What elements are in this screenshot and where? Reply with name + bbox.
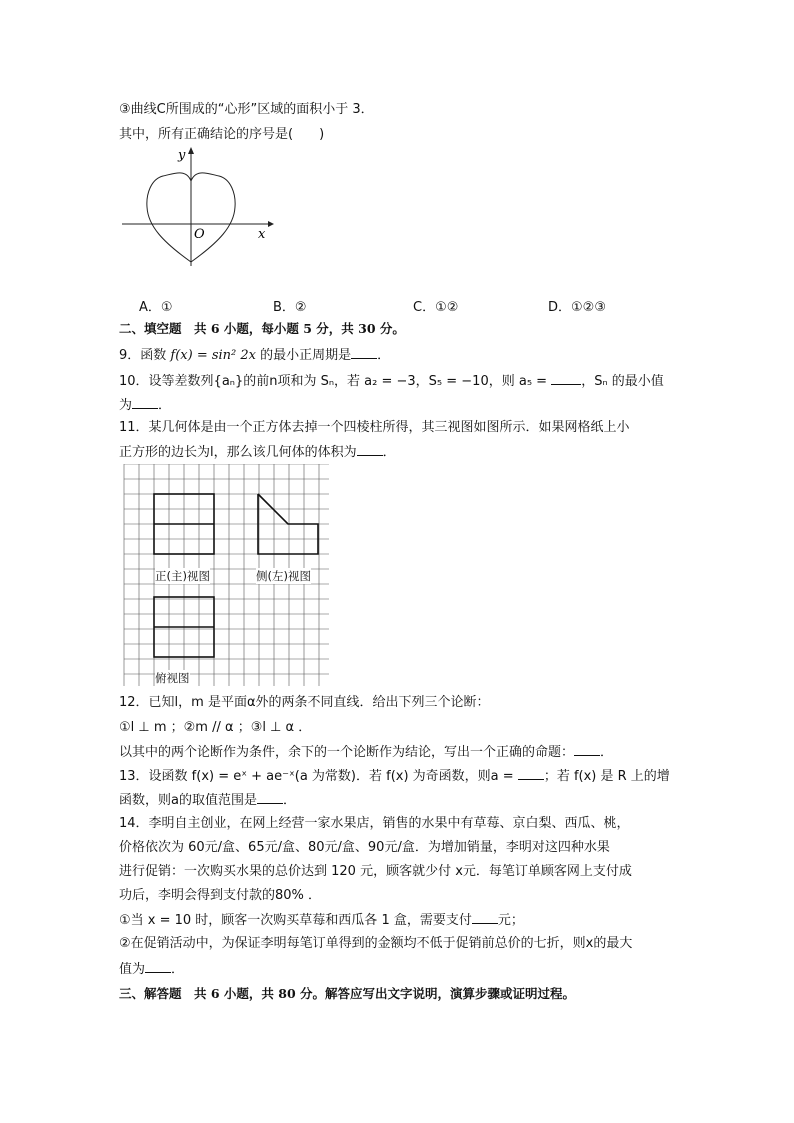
q14-line7 <box>119 960 184 979</box>
q14-text: ①当 x = 10 时，顾客一次购买草莓和西瓜各 1 盒，需要支付 <box>119 913 472 928</box>
y-axis-arrow <box>188 147 194 154</box>
answer-blank <box>574 743 600 756</box>
answer-blank <box>472 911 498 924</box>
q14-text: 元； <box>497 913 524 928</box>
q12-line2: ①l ⊥ m ；②m // α ；③l ⊥ α ． <box>119 720 312 735</box>
q10-line1 <box>119 372 664 391</box>
q12-line3 <box>119 743 613 762</box>
q11-line1: 11．某几何体是由一个正方体去掉一个四棱柱所得，其三视图如图所示．如果网格纸上小 <box>119 420 630 435</box>
q8-question: 其中，所有正确结论的序号是( ) <box>119 127 325 142</box>
q14-line5 <box>119 911 524 930</box>
top-view-label: 俯视图 <box>155 671 190 685</box>
q11-line2 <box>119 443 396 462</box>
front-view-label: 正(主)视图 <box>155 569 210 583</box>
q8-item3: ③曲线C所围成的“心形”区域的面积小于 3． <box>119 102 374 117</box>
q10-text: ，Sₙ 的最小值 <box>581 374 664 389</box>
q10-text: ． <box>158 398 172 413</box>
q13-text: ；若 f(x) 是 R 上的增 <box>543 769 670 784</box>
q14-line3: 进行促销：一次购买水果的总价达到 120 元，顾客就少付 x元．每笔订单顾客网上支付成 <box>119 864 632 879</box>
origin-label: O <box>194 227 205 242</box>
q11-text: ． <box>382 445 396 460</box>
q9-text-c: ． <box>377 348 391 363</box>
x-axis-arrow <box>268 221 274 227</box>
q8-option-a: A．① <box>139 300 173 315</box>
answer-blank <box>518 767 544 780</box>
q10-text: 10．设等差数列{aₙ}的前n项和为 Sₙ，若 a₂ = −3，S₅ = −10，则 a₅ = <box>119 374 552 389</box>
q14-line4: 功后，李明会得到支付款的80% ． <box>119 888 322 903</box>
q9-expr: f(x) = sin² 2x <box>170 348 256 363</box>
q13-text: 函数，则a的取值范围是 <box>119 793 257 808</box>
q14-line1: 14．李明自主创业，在网上经营一家水果店，销售的水果中有草莓、京白梨、西瓜、桃， <box>119 816 630 831</box>
q14-line6: ②在促销活动中，为保证李明每笔订单得到的金额均不低于促销前总价的七折，则x的最大 <box>119 936 633 951</box>
q13-text: ． <box>282 793 296 808</box>
answer-blank <box>551 372 581 385</box>
q9-text-b: 的最小正周期是 <box>256 348 352 363</box>
q13-line2 <box>119 791 296 810</box>
q12-text: 以其中的两个论断作为条件，余下的一个论断作为结论，写出一个正确的命题： <box>119 745 575 760</box>
q8-option-d: D．①②③ <box>548 300 606 315</box>
q10-line2 <box>119 396 171 415</box>
q14-line2: 价格依次为 60元/盒、65元/盒、80元/盒、90元/盒．为增加销量，李明对这四种水果 <box>119 840 610 855</box>
answer-blank <box>132 396 158 409</box>
q11-text: 正方形的边长为l，那么该几何体的体积为 <box>119 445 357 460</box>
q10-text: 为 <box>119 398 133 413</box>
y-axis-label: y <box>178 148 186 163</box>
answer-blank <box>145 960 171 973</box>
q12-line1: 12．已知l，m 是平面α外的两条不同直线．给出下列三个论断： <box>119 695 490 710</box>
side-view-label: 侧(左)视图 <box>256 569 311 583</box>
q8-option-b: B．② <box>273 300 307 315</box>
section-2-heading: 二、填空题 共 6 小题，每小题 5 分，共 30 分。 <box>119 321 405 336</box>
q9 <box>119 346 390 365</box>
q14-text: ． <box>171 962 185 977</box>
answer-blank <box>357 443 383 456</box>
three-view-figure <box>122 464 332 687</box>
q14-text: 值为 <box>119 962 146 977</box>
x-axis-label: x <box>258 227 266 242</box>
q9-text-a: 9．函数 <box>119 348 171 363</box>
answer-blank <box>257 791 283 804</box>
q13-line1 <box>119 767 670 786</box>
q13-text: 13．设函数 f(x) = eˣ + ae⁻ˣ(a 为常数)．若 f(x) 为奇函数，则a = <box>119 769 518 784</box>
answer-blank <box>351 346 377 359</box>
q8-option-c: C．①② <box>413 300 459 315</box>
heart-curve-graph <box>118 144 278 269</box>
section-3-heading: 三、解答题 共 6 小题，共 80 分。解答应写出文字说明，演算步骤或证明过程。 <box>119 986 576 1001</box>
q12-text: ． <box>600 745 614 760</box>
